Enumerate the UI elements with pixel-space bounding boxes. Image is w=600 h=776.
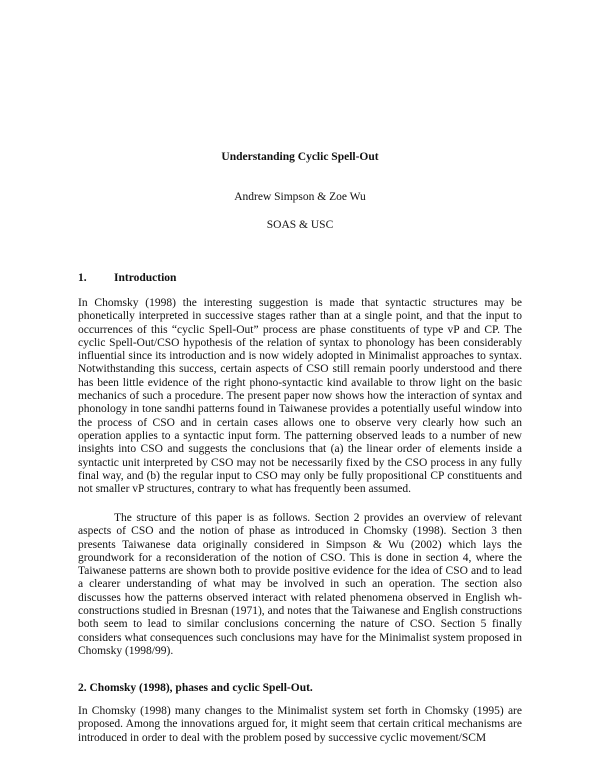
paper-title: Understanding Cyclic Spell-Out (221, 151, 379, 163)
intro-paragraph-2: The structure of this paper is as follows. Section 2 provides an overview of relevant aspects of CSO and the notion of phase as introduced in Chomsky (1998). Section 3 then presents Taiwanese data originally considered in Simpson & Wu (2002) which lays the groundwork for a reconsideration of the notion of CSO. This is done in section 4, where the Taiwanese patterns are shown both to provide positive evidence for the idea of CSO and to lead a clearer understanding of what may be involved in such an operation. The section also discusses how the patterns observed interact with related phenomena observed in English wh-constructions studied in Bresnan (1971), and notes that the Taiwanese and English constructions both seem to lead to similar conclusions concerning the nature of CSO. Section 5 finally considers what consequences such conclusions may have for the Minimalist system proposed in Chomsky (1998/99). (78, 512, 522, 657)
author-names: Andrew Simpson & Zoe Wu (234, 191, 366, 203)
author-affiliation: SOAS & USC (266, 219, 334, 231)
section-2-heading: 2. Chomsky (1998), phases and cyclic Spell-Out. (78, 682, 313, 694)
section-1-number: 1. (78, 272, 87, 284)
section-1-title: Introduction (114, 272, 177, 284)
section-2-paragraph-1: In Chomsky (1998) many changes to the Minimalist system set forth in Chomsky (1995) are proposed. Among the innovations argued for, it might seem that certain critical mechanisms are introduced in order to deal with the problem posed by successive cyclic movement/SCM (78, 705, 522, 744)
intro-paragraph-1: In Chomsky (1998) the interesting suggestion is made that syntactic structures may be phonetically interpreted in successive stages rather than at a single point, and that the input to occurrences of this “cyclic Spell-Out” process are phase constituents of type vP and CP. The cyclic Spell-Out/CSO hypothesis of the relation of syntax to phonology has been considerably influential since its introduction and is now widely adopted in Minimalist approaches to syntax. Notwithstanding this success, certain aspects of CSO still remain poorly understood and there has been little evidence of the right phono-syntactic kind available to throw light on the basic mechanics of such a procedure. The present paper now shows how the interaction of syntax and phonology in tone sandhi patterns found in Taiwanese provides a potentially useful window into the process of CSO and in certain cases allows one to observe very clearly how such an operation applies to a syntactic input form. The patterning observed leads to a number of new insights into CSO and suggests the conclusions that (a) the linear order of elements inside a syntactic unit interpreted by CSO may not be necessarily fixed by the CSO process in any fully final way, and (b) the regular input to CSO may only be fully propositional CP constituents and not smaller vP structures, contrary to what has frequently been assumed. (78, 297, 522, 496)
section-1-heading (78, 272, 176, 284)
